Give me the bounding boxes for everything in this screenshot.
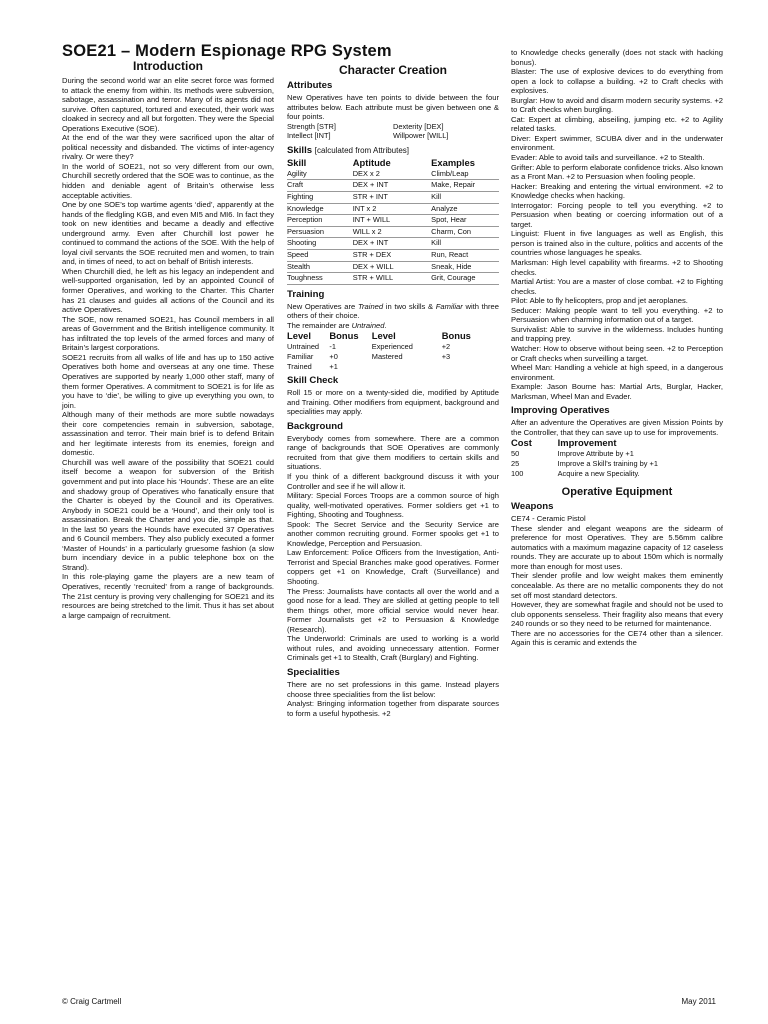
training-text-part: in two skills & (383, 301, 436, 311)
skill-examples: Make, Repair (431, 180, 499, 192)
specialities-equipment-column (511, 48, 723, 648)
skill-aptitude: STR + DEX (353, 249, 431, 261)
intro-paragraph: In the world of SOE21, not so very different from our own, Churchill secretly ordered that the SOE was to continue, as the hidden and deniable agent of Britain’s otherwise less acceptable activities. (62, 161, 274, 200)
improvement-cost: 25 (511, 458, 520, 468)
intro-paragraph: When Churchill died, he left as his legacy an independent and well-supported organisation, led by an appointed Council of former Operatives, and working to the Charter. This Charter has 21 clauses and guides all actions of the Council and its active Operatives. (62, 266, 274, 315)
skill-examples: Run, React (431, 249, 499, 261)
speciality-entry: Pilot: Able to fly helicopters, prop and jet aeroplanes. (511, 296, 688, 306)
weapon-paragraph: However, they are somewhat fragile and should not be used to club opponents senseless. Their fragility also means that every 240 rounds or so they need to be returned for maintenance. (511, 600, 723, 629)
weapon-paragraph: There are no accessories for the CE74 other than a silencer. Again this is ceramic and extends the (511, 628, 723, 648)
training-bonus: +3 (441, 352, 451, 361)
skill-name: Craft (287, 180, 353, 192)
document-title: SOE21 – Modern Espionage RPG System (62, 42, 392, 60)
background-paragraph: The Press: Journalists have contacts all over the world and a good nose for a lead. They are skilled at getting people to tell them things other, more official service would never hear. Former Journalists get +2 to Persuasion & Knowledge (Research). (287, 586, 499, 634)
improving-operatives-text: After an adventure the Operatives are given Mission Points by the Controller, that they can save up to use for improvements. (511, 418, 723, 437)
skill-aptitude: WILL x 2 (353, 226, 431, 238)
weapon-paragraph: Their slender profile and low weight makes them eminently concealable. As there are no metallic components they do not set off most standard detectors. (511, 571, 723, 600)
intro-paragraph: During the second world war an elite secret force was formed to attack the enemy from within. Its methods were subversion, sabotage, assassination and terror. Many of its agents did not survive. Often captured, tortured and executed, their work was cloaked in secrecy and all but forgotten. They were the Special Operations Executive (SOE). (62, 76, 274, 133)
attribute-name: Dexterity [DEX] (393, 121, 444, 131)
skill-aptitude: STR + WILL (353, 273, 431, 285)
level-column-header: Level (287, 330, 311, 342)
background-paragraph: Everybody comes from somewhere. There are a common range of backgrounds that SOE Operatives are commonly recruited from that give them modifiers to certain skills and situations. (287, 433, 499, 472)
skill-name: Shooting (287, 238, 353, 250)
skill-row (287, 249, 499, 261)
improvement-description: Improve Attribute by +1 (557, 449, 634, 459)
improvement-row (511, 469, 723, 479)
improvement-description: Improve a Skill’s training by +1 (557, 458, 658, 468)
speciality-entry: Interrogator: Forcing people to tell you everything. +2 to Persuasion when beating or coercing information out of a target. (511, 200, 723, 229)
skill-row (287, 180, 499, 192)
training-bonus: -1 (329, 342, 336, 352)
speciality-entry: Watcher: How to observe without being seen. +2 to Perception or Craft checks when surveilling a target. (511, 343, 723, 363)
attributes-table (287, 122, 499, 141)
skill-name: Stealth (287, 261, 353, 273)
skill-aptitude: INT x 2 (353, 203, 431, 215)
skill-aptitude: INT + WILL (353, 215, 431, 227)
attribute-name: Strength [STR] (287, 121, 336, 131)
training-level: Mastered (371, 352, 403, 361)
training-levels-table (287, 330, 499, 371)
speciality-entry: Survivalist: Able to survive in the wilderness. Includes hunting and trapping prey. (511, 324, 723, 344)
skill-aptitude: DEX + INT (353, 180, 431, 192)
skill-check-heading: Skill Check (287, 375, 339, 387)
training-text-emphasis: Trained (357, 301, 384, 311)
background-paragraph: Spook: The Secret Service and the Security Service are another common recruiting ground. Former spooks get +1 to Knowledge, Perception and Persuasion. (287, 519, 499, 548)
skills-heading-title: Skills (287, 144, 313, 156)
improvement-row (511, 459, 723, 469)
skills-table-body (287, 169, 499, 284)
footer-copyright: © Craig Cartmell (62, 997, 122, 1006)
skill-name: Perception (287, 215, 353, 227)
skills-heading (287, 145, 499, 157)
attribute-name: Willpower [WILL] (393, 131, 449, 141)
specialities-heading: Specialities (287, 666, 340, 678)
skill-check-text: Roll 15 or more on a twenty-sided die, modified by Aptitude and Training. Other modifiers from equipment, background and specialities may apply. (287, 388, 499, 417)
speciality-entry: Wheel Man: Handling a vehicle at high speed, in a dangerous environment. (511, 363, 723, 382)
operative-equipment-heading: Operative Equipment (561, 486, 673, 499)
training-level-row (287, 362, 499, 372)
skill-name: Speed (287, 249, 353, 261)
skill-name: Agility (287, 169, 353, 180)
skill-examples: Charm, Con (431, 226, 499, 238)
skill-row (287, 226, 499, 238)
footer-date: May 2011 (681, 997, 716, 1006)
skill-examples: Spot, Hear (431, 215, 499, 227)
training-text-part: The remainder are (287, 320, 352, 330)
speciality-entry: Seducer: Making people want to tell you everything. +2 to Persuasion when charming information out of a target. (511, 305, 723, 325)
introduction-column (62, 58, 274, 620)
training-text-emphasis: Untrained (351, 320, 385, 330)
skill-aptitude: DEX + INT (353, 238, 431, 250)
training-level (372, 362, 442, 372)
background-paragraph: If you think of a different background discuss it with your Controller and see if he will allow it. (287, 472, 499, 491)
skill-row (287, 169, 499, 180)
skills-column-header: Examples (431, 156, 475, 168)
weapon-name: CE74 - Ceramic Pistol (511, 514, 586, 524)
skill-name: Fighting (287, 192, 353, 204)
skill-aptitude: DEX + WILL (353, 261, 431, 273)
improvement-cost-body (511, 449, 723, 478)
skill-examples: Analyze (431, 203, 499, 215)
skill-examples: Kill (431, 192, 499, 204)
level-column-header: Level (371, 330, 396, 342)
training-level: Untrained (287, 342, 320, 352)
speciality-entry: Grifter: Able to perform elaborate confidence tricks. Also known as a Front Man. +2 to Persuasion when fooling people. (511, 162, 723, 182)
improvement-cost: 50 (511, 449, 520, 459)
weapons-heading: Weapons (511, 501, 554, 513)
skills-heading-subtitle: [calculated from Attributes] (314, 145, 410, 155)
intro-paragraph: Although many of their methods are more subtle nowadays their core competencies remain in subversion, sabotage, assassination and terror. Their main brief is to defend Britain and her legitimate interests from its enemies, foreign and domestic. (62, 410, 274, 458)
training-level: Trained (287, 361, 312, 371)
speciality-entry: Linguist: Fluent in five languages as well as English, this person is trained also in the culture, politics and accents of the countries whose languages he speaks. (511, 229, 723, 258)
improvement-cost: 100 (511, 468, 524, 478)
skill-row (287, 273, 499, 285)
speciality-entry: Example: Jason Bourne has: Martial Arts, Burglar, Hacker, Marksman, Wheel Man and Evader. (511, 382, 723, 401)
skill-row (287, 238, 499, 250)
intro-paragraph: At the end of the war they were sacrificed upon the altar of political necessity and disbanded. The victims of inter-agency rivalry. Or were they? (62, 133, 274, 162)
skills-column-header: Aptitude (352, 156, 391, 168)
training-bonus: +1 (329, 361, 338, 371)
skill-examples: Kill (431, 238, 499, 250)
skill-examples: Sneak, Hide (431, 261, 499, 273)
skill-name: Persuasion (287, 226, 353, 238)
speciality-entry: Martial Artist: You are a master of close combat. +2 to Fighting checks. (511, 277, 723, 296)
background-heading: Background (287, 420, 343, 432)
bonus-column-header: Bonus (329, 330, 359, 342)
skill-examples: Climb/Leap (431, 169, 499, 180)
improvement-column-header: Improvement (557, 437, 617, 449)
training-bonus: +0 (329, 352, 338, 361)
specialities-paragraph: There are no set professions in this game. Instead players choose three specialities from the list below: (287, 679, 499, 699)
improvement-description: Acquire a new Speciality. (557, 468, 640, 478)
speciality-entry: Evader: Able to avoid tails and surveillance. +2 to Stealth. (511, 153, 705, 163)
training-text-part: . (384, 320, 387, 330)
training-heading: Training (287, 288, 325, 300)
speciality-entry: Burglar: How to avoid and disarm modern security systems. +2 to Craft checks when burgling. (511, 95, 723, 115)
skills-column-header: Skill (287, 156, 307, 168)
specialities-paragraph: Analyst: Bringing information together from disparate sources to form a useful hypothesis. +2 (287, 699, 499, 718)
improving-operatives-heading: Improving Operatives (511, 405, 610, 417)
background-paragraph: Law Enforcement: Police Officers from the Investigation, Anti-Terrorist and Special Branches make good operatives. Former coppers get +1 on Knowledge, Craft (Surveillance) and Shooting. (287, 548, 499, 587)
intro-paragraph: Churchill was well aware of the possibility that SOE21 could itself become a weapon for subversion of the British government and put into place his ‘Hounds’. These are an elite and shadowy group of Operatives who fanatically ensure that the Charter is obeyed by the Council and its Operatives. Anybody in SOE21 could be a ‘Hound’, and their only tool is assassination. Break the Charter and you die, simple as that. In the last 50 years the Hounds have executed 37 Operatives and 6 Council members. They also publicly executed a former ‘Master of Hounds’ in a particularly gruesome fashion (a slow burn incendiary device in a public telephone box on the Strand). (62, 457, 274, 572)
background-paragraph: Military: Special Forces Troops are a common source of high quality, well-motivated operatives. Former soldiers get +1 to Fighting, Shooting and Toughness. (287, 491, 499, 520)
skills-table (287, 157, 499, 285)
bonus-column-header: Bonus (441, 330, 471, 342)
training-level: Experienced (371, 342, 413, 352)
skill-row (287, 261, 499, 273)
character-creation-column (287, 62, 499, 718)
intro-paragraph: In this role-playing game the players are a new team of Operatives, recently ‘recruited’ from a range of backgrounds. The 21st century is proving very challenging for SOE21 and its resources are being stretched to the limit. Thus it has set about a large campaign of recruitment. (62, 572, 274, 620)
training-bonus (442, 362, 499, 372)
speciality-entry: Blaster: The use of explosive devices to do everything from open a lock to collapse a building. +2 to Craft checks with explosives. (511, 67, 723, 96)
attributes-text: New Operatives have ten points to divide between the four attributes below. Each attribute must be given between one & four points. (287, 93, 499, 122)
training-level: Familiar (287, 352, 314, 361)
skill-row (287, 215, 499, 227)
training-text-part: with three others of their choice. (287, 301, 499, 321)
introduction-heading: Introduction (133, 59, 203, 73)
training-bonus: +2 (441, 342, 451, 352)
improvement-row (511, 449, 723, 459)
skill-row (287, 203, 499, 215)
skill-row (287, 192, 499, 204)
training-level-row (287, 342, 499, 352)
improvement-cost-table (511, 437, 723, 478)
speciality-entry: Cat: Expert at climbing, abseiling, jumping etc. +2 to Agility related tasks. (511, 114, 723, 134)
skill-examples: Grit, Courage (431, 273, 499, 285)
weapon-paragraph: These slender and elegant weapons are the sidearm of preference for most Operatives. They are 5.56mm calibre automatics with a maximum magazine capacity of 12 caseless rounds. They are accurate up to about 150m which is normally more than enough for most uses. (511, 523, 723, 571)
speciality-entry: Hacker: Breaking and entering the virtual environment. +2 to Knowledge checks when hacking. (511, 181, 723, 201)
skill-name: Knowledge (287, 203, 353, 215)
character-creation-heading: Character Creation (338, 63, 448, 77)
specialities-list (511, 48, 723, 401)
speciality-entry: Diver: Expert swimmer, SCUBA diver and in the underwater environment. (511, 133, 723, 153)
attributes-heading: Attributes (287, 80, 333, 91)
speciality-entry: to Knowledge checks generally (does not stack with hacking bonus). (511, 48, 723, 67)
training-text-part: New Operatives are (287, 301, 358, 311)
attribute-name: Intellect [INT] (287, 131, 331, 141)
speciality-entry: Marksman: High level capability with firearms. +2 to Shooting checks. (511, 258, 723, 277)
training-remainder-text (287, 321, 499, 331)
background-paragraph: The Underworld: Criminals are used to working is a world without rules, and avoiding unnecessary attention. Former Criminals get +1 to Stealth, Craft (Burglary) and Fighting. (287, 634, 499, 663)
training-levels-body (287, 342, 499, 371)
skill-name: Toughness (287, 273, 353, 285)
training-level-row (287, 352, 499, 362)
skill-aptitude: DEX x 2 (353, 169, 431, 180)
skill-aptitude: STR + INT (353, 192, 431, 204)
training-text (287, 302, 499, 321)
intro-paragraph: The SOE, now renamed SOE21, has Council members in all areas of Government and the British intelligence community. It has infiltrated the top levels of the armed forces and many of Britain’s largest corporations. (62, 314, 274, 353)
intro-paragraph: One by one SOE’s top wartime agents ‘died’, apparently at the hands of the fledgling KGB, and even MI5 and MI6. In fact they took on new identities and became a deadly and effective underground army. Even after Churchill lost power he continued to command the actions of the SOE. With the help of loyal civil servants the SOE recruited men and women, to train and, in times of need, to act on behalf of British interests. (62, 200, 274, 267)
cost-column-header: Cost (511, 437, 532, 449)
training-text-emphasis: Familiar (435, 301, 463, 311)
intro-paragraph: SOE21 recruits from all walks of life and has up to 150 active Operatives both home and overseas at any one time. These Operatives are supported by nearly 1,000 other staff, many of them former Operatives. A commitment to SOE21 is for life as you have to ‘die’, be willing to give up everything you own, to join. (62, 352, 274, 410)
